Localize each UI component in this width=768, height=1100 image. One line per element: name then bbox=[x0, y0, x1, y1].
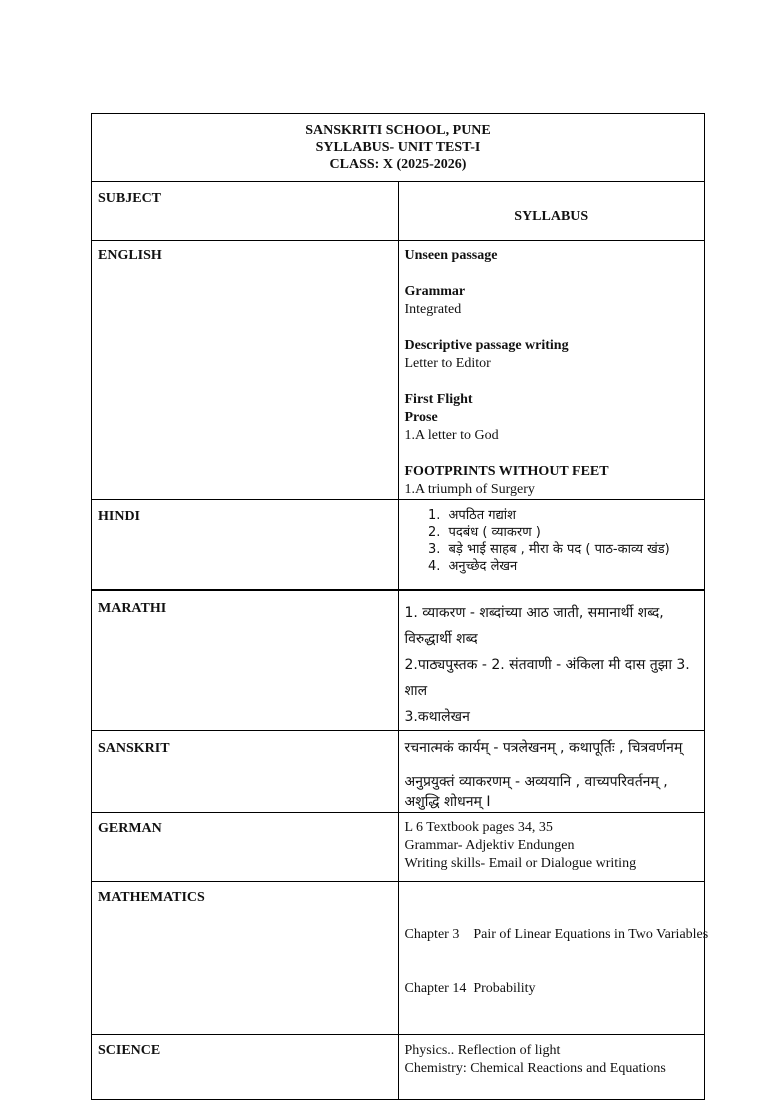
marathi-syllabus bbox=[398, 590, 705, 731]
list-item: 1. अपठित गद्यांश bbox=[445, 507, 699, 524]
english-unseen: Unseen passage bbox=[404, 248, 498, 263]
subject-english: ENGLISH bbox=[92, 241, 399, 500]
subject-science: SCIENCE bbox=[92, 1035, 399, 1100]
english-syllabus bbox=[398, 241, 705, 500]
mathematics-row bbox=[92, 882, 705, 1035]
german-syllabus bbox=[398, 813, 705, 882]
mathematics-syllabus bbox=[398, 882, 709, 1035]
column-header-row bbox=[92, 182, 705, 241]
german-row bbox=[92, 813, 705, 882]
science-syllabus bbox=[398, 1035, 705, 1100]
syllabus-title: SYLLABUS- UNIT TEST-I bbox=[315, 140, 481, 155]
science-line-1: Physics.. Reflection of light bbox=[404, 1043, 561, 1058]
marathi-line-1: 1. व्याकरण - शब्दांच्या आठ जाती, समानार्थी शब्द, विरुद्धार्थी शब्द bbox=[404, 605, 664, 647]
mathematics-line-1: Chapter 3 Pair of Linear Equations in Two Variables bbox=[404, 927, 709, 942]
hindi-list bbox=[405, 507, 699, 575]
subject-hindi: HINDI bbox=[92, 500, 399, 591]
english-prose-item: 1.A letter to God bbox=[404, 428, 499, 443]
marathi-line-3: 3.कथालेखन bbox=[404, 709, 470, 725]
science-line-2: Chemistry: Chemical Reactions and Equations bbox=[404, 1061, 666, 1076]
syllabus-column-header: SYLLABUS bbox=[398, 182, 705, 241]
sanskrit-syllabus bbox=[398, 731, 705, 813]
hindi-syllabus bbox=[398, 500, 705, 591]
header-row bbox=[92, 114, 705, 182]
marathi-line-2: 2.पाठ्यपुस्तक - 2. संतवाणी - अंकिला मी दास तुझा 3. शाल bbox=[404, 657, 690, 699]
english-descriptive-heading: Descriptive passage writing bbox=[404, 338, 569, 353]
header-cell bbox=[92, 114, 705, 182]
school-name: SANSKRITI SCHOOL, PUNE bbox=[305, 123, 491, 138]
mathematics-line-2: Chapter 14 Probability bbox=[404, 981, 536, 996]
english-row bbox=[92, 241, 705, 500]
marathi-row bbox=[92, 590, 705, 731]
german-line-3: Writing skills- Email or Dialogue writing bbox=[404, 856, 637, 871]
sanskrit-line-1: रचनात्मकं कार्यम् - पत्रलेखनम् , कथापूर्तिः , चित्रवर्णनम् bbox=[404, 740, 683, 756]
subject-sanskrit: SANSKRIT bbox=[92, 731, 399, 813]
syllabus-table bbox=[91, 113, 709, 1100]
english-grammar-item: Integrated bbox=[404, 302, 462, 317]
subject-column-header: SUBJECT bbox=[92, 182, 399, 241]
german-line-2: Grammar- Adjektiv Endungen bbox=[404, 838, 575, 853]
english-footprints: FOOTPRINTS WITHOUT FEET bbox=[404, 464, 609, 479]
subject-mathematics: MATHEMATICS bbox=[92, 882, 399, 1035]
english-descriptive-item: Letter to Editor bbox=[404, 356, 491, 371]
english-footprints-item: 1.A triumph of Surgery bbox=[404, 482, 535, 497]
english-first-flight: First Flight bbox=[404, 392, 473, 407]
subject-marathi: MARATHI bbox=[92, 590, 399, 731]
subject-german: GERMAN bbox=[92, 813, 399, 882]
hindi-row bbox=[92, 500, 705, 591]
sanskrit-row bbox=[92, 731, 705, 813]
sanskrit-line-2: अनुप्रयुक्तं व्याकरणम् - अव्ययानि , वाच्यपरिवर्तनम् , अशुद्धि शोधनम् I bbox=[404, 774, 668, 810]
class-label: CLASS: X (2025-2026) bbox=[329, 157, 467, 172]
list-item: 2. पदबंध ( व्याकरण ) bbox=[445, 524, 699, 541]
science-row bbox=[92, 1035, 705, 1100]
english-grammar-heading: Grammar bbox=[404, 284, 466, 299]
list-item: 4. अनुच्छेद लेखन bbox=[445, 558, 699, 575]
english-prose: Prose bbox=[404, 410, 438, 425]
german-line-1: L 6 Textbook pages 34, 35 bbox=[404, 820, 553, 835]
list-item: 3. बड़े भाई साहब , मीरा के पद ( पाठ-काव्य खंड) bbox=[445, 541, 699, 558]
